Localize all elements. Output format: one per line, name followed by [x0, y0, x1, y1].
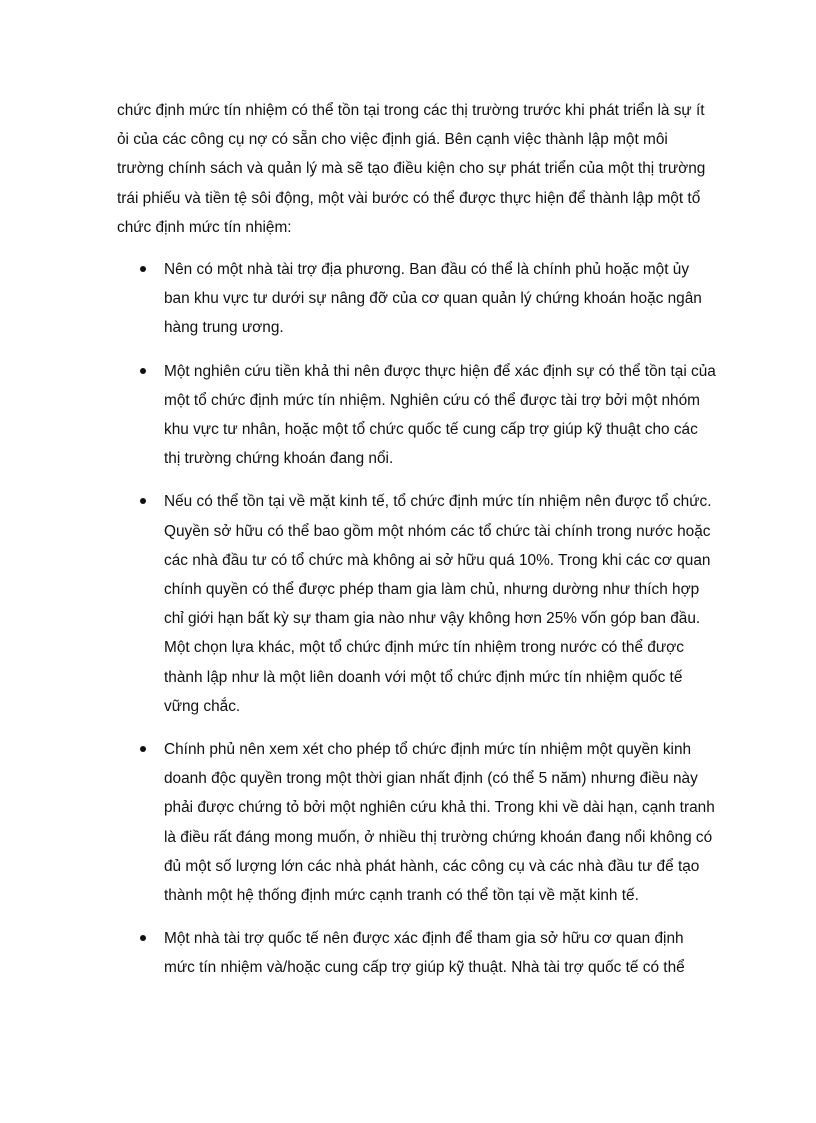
- bullet-icon: [140, 935, 146, 941]
- list-item: [117, 735, 717, 910]
- document-body: [117, 96, 717, 997]
- intro-paragraph: chức định mức tín nhiệm có thể tồn tại trong các thị trường trước khi phát triển là sự ít ỏi của các công cụ nợ có sẵn cho việc định giá. Bên cạnh việc thành lập một môi trường chính sách và quản lý mà sẽ tạo điều kiện cho sự phát triển của một thị trường trái phiếu và tiền tệ sôi động, một vài bước có thể được thực hiện để thành lập một tổ chức định mức tín nhiệm:: [117, 102, 706, 236]
- list-item-text: Một nghiên cứu tiền khả thi nên được thực hiện để xác định sự có thể tồn tại của một tổ chức định mức tín nhiệm. Nghiên cứu có thể được tài trợ bởi một nhóm khu vực tư nhân, hoặc một tổ chức quốc tế cung cấp trợ giúp kỹ thuật cho các thị trường chứng khoán đang nổi.: [164, 362, 716, 468]
- list-item: [117, 357, 717, 474]
- bullet-icon: [140, 746, 146, 752]
- bullet-icon: [140, 368, 146, 374]
- bullet-icon: [140, 498, 146, 504]
- list-item-text: Chính phủ nên xem xét cho phép tổ chức định mức tín nhiệm một quyền kinh doanh độc quyền trong một thời gian nhất định (có thể 5 năm) nhưng điều này phải được chứng tỏ bởi một nghiên cứu khả thi. Trong khi về dài hạn, cạnh tranh là điều rất đáng mong muốn, ở nhiều thị trường chứng khoán đang nổi không có đủ một số lượng lớn các nhà phát hành, các công cụ và các nhà đầu tư để tạo thành một hệ thống định mức cạnh tranh có thể tồn tại về mặt kinh tế.: [164, 741, 715, 905]
- list-item: [117, 487, 717, 721]
- bullet-icon: [140, 266, 146, 272]
- list-item-text: Một nhà tài trợ quốc tế nên được xác định để tham gia sở hữu cơ quan định mức tín nhiệm và/hoặc cung cấp trợ giúp kỹ thuật. Nhà tài trợ quốc tế có thể: [164, 930, 685, 977]
- list-item-text: Nếu có thể tồn tại về mặt kinh tế, tổ chức định mức tín nhiệm nên được tổ chức. Quyền sở hữu có thể bao gồm một nhóm các tổ chức tài chính trong nước hoặc các nhà đầu tư có tổ chức mà không ai sở hữu quá 10%. Trong khi các cơ quan chính quyền có thể được phép tham gia làm chủ, nhưng dường như thích hợp chỉ giới hạn bất kỳ sự tham gia nào như vậy không hơn 25% vốn góp ban đầu. Một chọn lựa khác, một tổ chức định mức tín nhiệm trong nước có thể được thành lập như là một liên doanh với một tổ chức định mức tín nhiệm quốc tế vững chắc.: [164, 493, 712, 715]
- list-item: [117, 924, 717, 982]
- bullet-list: [117, 255, 717, 983]
- list-item: [117, 255, 717, 343]
- list-item-text: Nên có một nhà tài trợ địa phương. Ban đầu có thể là chính phủ hoặc một ủy ban khu vực tư dưới sự nâng đỡ của cơ quan quản lý chứng khoán hoặc ngân hàng trung ương.: [164, 261, 702, 337]
